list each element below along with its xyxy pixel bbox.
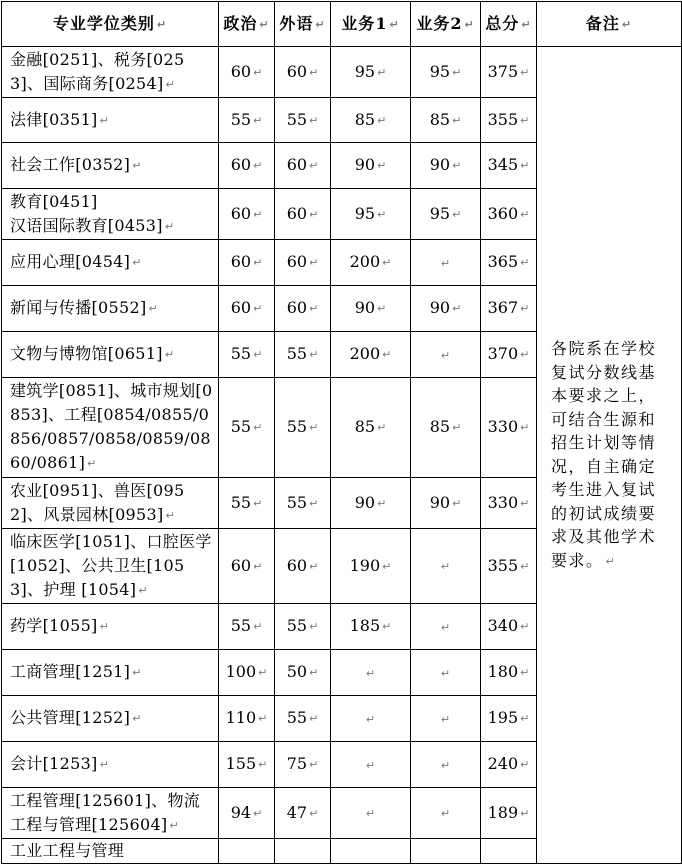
paragraph-mark: ↵ xyxy=(309,559,319,573)
language-cell xyxy=(275,529,331,604)
language-value: 60 xyxy=(286,555,308,575)
subject2-cell xyxy=(411,604,481,650)
paragraph-mark: ↵ xyxy=(520,712,530,725)
category-cell xyxy=(2,143,219,189)
paragraph-mark: ↵ xyxy=(309,712,319,725)
language-value: 55 xyxy=(286,708,308,727)
language-value: 55 xyxy=(286,344,308,363)
total-value: 180 xyxy=(487,662,519,681)
paragraph-mark: ↵ xyxy=(377,496,387,510)
paragraph-mark: ↵ xyxy=(365,807,376,820)
politics-cell xyxy=(219,98,275,143)
paragraph-mark: ↵ xyxy=(440,666,451,680)
paragraph-mark: ↵ xyxy=(452,113,462,127)
politics-cell xyxy=(219,143,275,189)
category-cell xyxy=(2,47,219,98)
paragraph-mark: ↵ xyxy=(382,348,392,361)
language-cell xyxy=(275,332,331,378)
category-cell xyxy=(2,650,219,696)
language-value: 55 xyxy=(286,417,308,436)
total-value: 375 xyxy=(487,61,519,81)
language-value: 55 xyxy=(286,492,308,512)
politics-value: 155 xyxy=(225,754,257,773)
politics-value: 55 xyxy=(230,492,252,512)
language-cell xyxy=(275,478,331,529)
subject2-value: 85 xyxy=(429,109,451,129)
language-cell xyxy=(275,839,331,864)
subject2-cell xyxy=(411,529,481,604)
total-value: 340 xyxy=(487,616,519,635)
subject1-value: 190 xyxy=(349,555,381,575)
politics-value: 100 xyxy=(225,662,257,681)
subject1-value: 90 xyxy=(354,492,376,512)
paragraph-mark: ↵ xyxy=(164,219,175,233)
paragraph-mark: ↵ xyxy=(148,302,159,315)
total-cell xyxy=(481,839,537,864)
total-value: 330 xyxy=(487,417,519,436)
paragraph-mark: ↵ xyxy=(253,559,263,573)
paragraph-mark: ↵ xyxy=(520,256,530,269)
paragraph-mark: ↵ xyxy=(452,496,462,510)
politics-value: 110 xyxy=(225,708,257,727)
category-cell xyxy=(2,604,219,650)
total-cell xyxy=(481,240,537,286)
category-cell xyxy=(2,696,219,742)
language-cell xyxy=(275,286,331,332)
paragraph-mark: ↵ xyxy=(452,302,462,315)
politics-value: 55 xyxy=(230,417,252,436)
header-subject2: 业务2 ↵ xyxy=(411,2,481,47)
paragraph-mark: ↵ xyxy=(520,113,530,127)
politics-cell xyxy=(219,240,275,286)
politics-value: 55 xyxy=(230,109,252,129)
subject1-cell xyxy=(331,696,411,742)
politics-cell xyxy=(219,650,275,696)
subject2-value: 85 xyxy=(429,417,451,436)
subject2-value: 95 xyxy=(429,203,451,223)
paragraph-mark: ↵ xyxy=(258,758,268,771)
category-cell xyxy=(2,742,219,788)
category-cell xyxy=(2,478,219,529)
paragraph-mark: ↵ xyxy=(382,559,392,573)
politics-cell xyxy=(219,696,275,742)
total-cell xyxy=(481,332,537,378)
total-cell xyxy=(481,604,537,650)
paragraph-mark: ↵ xyxy=(309,159,319,172)
paragraph-mark: ↵ xyxy=(377,113,387,127)
paragraph-mark: ↵ xyxy=(258,666,268,679)
subject1-value: 90 xyxy=(354,298,376,317)
category-text: 工业工程与管理 xyxy=(10,841,125,860)
paragraph-mark: ↵ xyxy=(253,806,263,820)
paragraph-mark: ↵ xyxy=(440,807,451,820)
header-row xyxy=(2,2,682,47)
subject1-value: 200 xyxy=(349,252,381,271)
subject2-cell xyxy=(411,696,481,742)
paragraph-mark: ↵ xyxy=(165,508,176,522)
total-cell xyxy=(481,742,537,788)
paragraph-mark: ↵ xyxy=(520,159,530,172)
paragraph-mark: ↵ xyxy=(99,620,110,633)
paragraph-mark: ↵ xyxy=(253,620,263,633)
subject2-cell xyxy=(411,286,481,332)
paragraph-mark: ↵ xyxy=(99,113,110,127)
paragraph-mark: ↵ xyxy=(132,256,142,269)
paragraph-mark: ↵ xyxy=(309,620,319,633)
subject1-value: 85 xyxy=(354,109,376,129)
politics-cell xyxy=(219,378,275,478)
subject1-cell xyxy=(331,742,411,788)
total-value: 240 xyxy=(487,754,519,773)
total-cell xyxy=(481,650,537,696)
paragraph-mark: ↵ xyxy=(253,496,263,510)
category-text: 工程管理[125601]、物流工程与管理[125604] xyxy=(10,790,201,834)
language-value: 55 xyxy=(286,616,308,635)
language-value: 47 xyxy=(286,802,308,822)
paragraph-mark: ↵ xyxy=(309,496,319,510)
subject2-value: 95 xyxy=(429,61,451,81)
politics-cell xyxy=(219,604,275,650)
paragraph-mark: ↵ xyxy=(253,159,263,172)
language-value: 60 xyxy=(286,61,308,81)
paragraph-mark: ↵ xyxy=(605,554,617,568)
politics-cell xyxy=(219,742,275,788)
total-value: 360 xyxy=(487,203,519,223)
paragraph-mark: ↵ xyxy=(520,559,530,573)
subject2-cell xyxy=(411,47,481,98)
paragraph-mark: ↵ xyxy=(440,712,451,726)
paragraph-mark: ↵ xyxy=(377,65,387,79)
politics-cell xyxy=(219,189,275,240)
paragraph-mark: ↵ xyxy=(169,818,179,832)
category-text: 金融[0251]、税务[0253]、国际商务[0254] xyxy=(10,49,185,93)
total-cell xyxy=(481,47,537,98)
politics-cell xyxy=(219,332,275,378)
language-value: 60 xyxy=(286,252,308,271)
paragraph-mark: ↵ xyxy=(309,207,319,221)
subject2-cell xyxy=(411,98,481,143)
subject2-cell xyxy=(411,742,481,788)
language-cell xyxy=(275,742,331,788)
paragraph-mark: ↵ xyxy=(520,758,530,771)
language-cell xyxy=(275,378,331,478)
paragraph-mark: ↵ xyxy=(99,758,110,771)
politics-value: 55 xyxy=(230,616,252,635)
paragraph-mark: ↵ xyxy=(258,712,268,725)
politics-value: 55 xyxy=(230,344,252,363)
language-cell xyxy=(275,143,331,189)
subject2-cell xyxy=(411,143,481,189)
paragraph-mark: ↵ xyxy=(440,758,451,772)
header-category: 专业学位类别 ↵ xyxy=(2,2,219,47)
category-text: 应用心理[0454] xyxy=(10,252,131,271)
paragraph-mark: ↵ xyxy=(440,620,451,634)
paragraph-mark: ↵ xyxy=(365,758,376,772)
paragraph-mark: ↵ xyxy=(377,302,387,315)
paragraph-mark: ↵ xyxy=(377,421,387,434)
paragraph-mark: ↵ xyxy=(377,159,387,172)
subject1-cell xyxy=(331,189,411,240)
subject1-cell xyxy=(331,47,411,98)
paragraph-mark: ↵ xyxy=(452,207,462,221)
subject1-cell xyxy=(331,286,411,332)
paragraph-mark: ↵ xyxy=(253,113,263,127)
subject2-cell xyxy=(411,650,481,696)
total-cell xyxy=(481,478,537,529)
category-cell xyxy=(2,529,219,604)
language-cell xyxy=(275,98,331,143)
paragraph-mark: ↵ xyxy=(87,457,97,470)
header-subject1: 业务1 ↵ xyxy=(331,2,411,47)
category-text: 社会工作[0352] xyxy=(10,155,131,174)
category-cell xyxy=(2,98,219,143)
total-value: 355 xyxy=(487,555,519,575)
language-cell xyxy=(275,604,331,650)
subject2-cell xyxy=(411,332,481,378)
subject1-value: 185 xyxy=(349,616,381,635)
paragraph-mark: ↵ xyxy=(520,496,530,510)
paragraph-mark: ↵ xyxy=(253,207,263,221)
category-text: 建筑学[0851]、城市规划[0853]、工程[0854/0855/0856/0857/0858/0859/0860/0861] xyxy=(10,381,213,472)
language-cell xyxy=(275,47,331,98)
language-cell xyxy=(275,650,331,696)
paragraph-mark: ↵ xyxy=(377,207,387,221)
paragraph-mark: ↵ xyxy=(520,806,530,820)
paragraph-mark: ↵ xyxy=(309,302,319,315)
category-text: 公共管理[1252] xyxy=(10,708,131,727)
category-cell xyxy=(2,788,219,839)
category-cell xyxy=(2,189,219,240)
politics-value: 60 xyxy=(230,155,252,174)
header-total: 总分 ↵ xyxy=(481,2,537,47)
paragraph-mark: ↵ xyxy=(309,806,319,820)
language-value: 60 xyxy=(286,298,308,317)
paragraph-mark: ↵ xyxy=(253,302,263,315)
header-remark: 备注 ↵ xyxy=(537,2,682,47)
subject1-cell xyxy=(331,650,411,696)
paragraph-mark: ↵ xyxy=(253,421,263,434)
table-body xyxy=(2,47,682,864)
language-value: 60 xyxy=(286,203,308,223)
paragraph-mark: ↵ xyxy=(382,256,392,269)
paragraph-mark: ↵ xyxy=(165,77,176,91)
subject1-cell xyxy=(331,529,411,604)
politics-value: 60 xyxy=(230,555,252,575)
subject2-cell xyxy=(411,240,481,286)
subject1-cell xyxy=(331,240,411,286)
table-row xyxy=(2,47,682,98)
paragraph-mark: ↵ xyxy=(309,256,319,269)
subject1-cell xyxy=(331,604,411,650)
subject2-value: 90 xyxy=(429,155,451,174)
category-text: 新闻与传播[0552] xyxy=(10,298,147,317)
paragraph-mark: ↵ xyxy=(440,560,451,573)
subject2-cell xyxy=(411,839,481,864)
paragraph-mark: ↵ xyxy=(253,348,263,361)
total-cell xyxy=(481,286,537,332)
paragraph-mark: ↵ xyxy=(452,159,462,172)
category-cell xyxy=(2,378,219,478)
category-cell xyxy=(2,332,219,378)
paragraph-mark: ↵ xyxy=(309,65,319,79)
header-language: 外语 ↵ xyxy=(275,2,331,47)
subject1-cell xyxy=(331,98,411,143)
category-cell xyxy=(2,240,219,286)
subject1-cell xyxy=(331,143,411,189)
remark-cell xyxy=(537,47,682,864)
category-text: 农业[0951]、兽医[0952]、风景园林[0953] xyxy=(10,480,185,524)
paragraph-mark: ↵ xyxy=(309,666,319,679)
paragraph-mark: ↵ xyxy=(382,620,392,633)
subject2-cell xyxy=(411,478,481,529)
category-cell xyxy=(2,286,219,332)
language-cell xyxy=(275,788,331,839)
category-text: 法律[0351] xyxy=(10,109,98,129)
politics-cell xyxy=(219,788,275,839)
total-cell xyxy=(481,143,537,189)
paragraph-mark: ↵ xyxy=(520,65,530,79)
subject1-value: 95 xyxy=(354,203,376,223)
category-text: 教育[0451] 汉语国际教育[0453] xyxy=(10,191,163,235)
politics-cell xyxy=(219,839,275,864)
paragraph-mark: ↵ xyxy=(440,348,451,362)
total-value: 189 xyxy=(487,802,519,822)
paragraph-mark: ↵ xyxy=(132,159,142,172)
total-value: 367 xyxy=(487,298,519,317)
subject2-value: 90 xyxy=(429,298,451,317)
paragraph-mark: ↵ xyxy=(365,666,376,680)
language-value: 75 xyxy=(286,754,308,773)
paragraph-mark: ↵ xyxy=(132,666,142,679)
total-value: 330 xyxy=(487,492,519,512)
subject1-cell xyxy=(331,332,411,378)
paragraph-mark: ↵ xyxy=(365,712,376,726)
language-value: 60 xyxy=(286,155,308,174)
total-value: 355 xyxy=(487,109,519,129)
subject2-cell xyxy=(411,378,481,478)
total-cell xyxy=(481,98,537,143)
subject2-cell xyxy=(411,788,481,839)
subject1-value: 200 xyxy=(349,344,381,363)
paragraph-mark: ↵ xyxy=(253,256,263,269)
paragraph-mark: ↵ xyxy=(132,712,142,725)
paragraph-mark: ↵ xyxy=(520,207,530,221)
subject1-value: 85 xyxy=(354,417,376,436)
politics-cell xyxy=(219,286,275,332)
paragraph-mark: ↵ xyxy=(164,348,175,361)
category-text: 临床医学[1051]、口腔医学[1052]、公共卫生[1053]、护理 [1054] xyxy=(10,531,212,599)
politics-cell xyxy=(219,529,275,604)
paragraph-mark: ↵ xyxy=(309,421,319,434)
paragraph-mark: ↵ xyxy=(440,256,451,270)
total-cell xyxy=(481,529,537,604)
paragraph-mark: ↵ xyxy=(520,302,530,315)
politics-value: 60 xyxy=(230,298,252,317)
language-cell xyxy=(275,696,331,742)
total-cell xyxy=(481,788,537,839)
category-text: 会计[1253] xyxy=(10,754,98,773)
category-cell xyxy=(2,839,219,864)
header-politics: 政治 ↵ xyxy=(219,2,275,47)
category-text: 药学[1055] xyxy=(10,616,98,635)
subject1-cell xyxy=(331,788,411,839)
total-value: 195 xyxy=(487,708,519,727)
paragraph-mark: ↵ xyxy=(253,65,263,79)
politics-cell xyxy=(219,478,275,529)
politics-value: 60 xyxy=(230,252,252,271)
language-value: 55 xyxy=(286,109,308,129)
total-cell xyxy=(481,696,537,742)
paragraph-mark: ↵ xyxy=(309,113,319,127)
remark-text: 各院系在学校复试分数线基本要求之上，可结合生源和招生计划等情况，自主确定考生进入复试的初试成绩要求及其他学术要求。 xyxy=(551,339,657,570)
language-cell xyxy=(275,240,331,286)
total-value: 365 xyxy=(487,252,519,271)
paragraph-mark: ↵ xyxy=(452,65,462,79)
subject1-cell xyxy=(331,839,411,864)
total-value: 370 xyxy=(487,344,519,363)
language-value: 50 xyxy=(286,662,308,681)
subject2-value: 90 xyxy=(429,492,451,512)
paragraph-mark: ↵ xyxy=(520,348,530,361)
subject1-cell xyxy=(331,378,411,478)
paragraph-mark: ↵ xyxy=(309,348,319,361)
category-text: 文物与博物馆[0651] xyxy=(10,344,163,363)
language-cell xyxy=(275,189,331,240)
total-value: 345 xyxy=(487,155,519,174)
politics-value: 60 xyxy=(230,61,252,81)
category-text: 工商管理[1251] xyxy=(10,662,131,681)
total-cell xyxy=(481,189,537,240)
subject1-value: 95 xyxy=(354,61,376,81)
politics-cell xyxy=(219,47,275,98)
paragraph-mark: ↵ xyxy=(452,421,462,434)
subject1-value: 90 xyxy=(354,155,376,174)
score-table xyxy=(1,1,682,864)
total-cell xyxy=(481,378,537,478)
paragraph-mark: ↵ xyxy=(309,758,319,771)
politics-value: 60 xyxy=(230,203,252,223)
paragraph-mark: ↵ xyxy=(520,421,530,434)
politics-value: 94 xyxy=(230,802,252,822)
subject2-cell xyxy=(411,189,481,240)
paragraph-mark: ↵ xyxy=(138,583,148,597)
paragraph-mark: ↵ xyxy=(520,666,530,679)
paragraph-mark: ↵ xyxy=(520,620,530,633)
subject1-cell xyxy=(331,478,411,529)
